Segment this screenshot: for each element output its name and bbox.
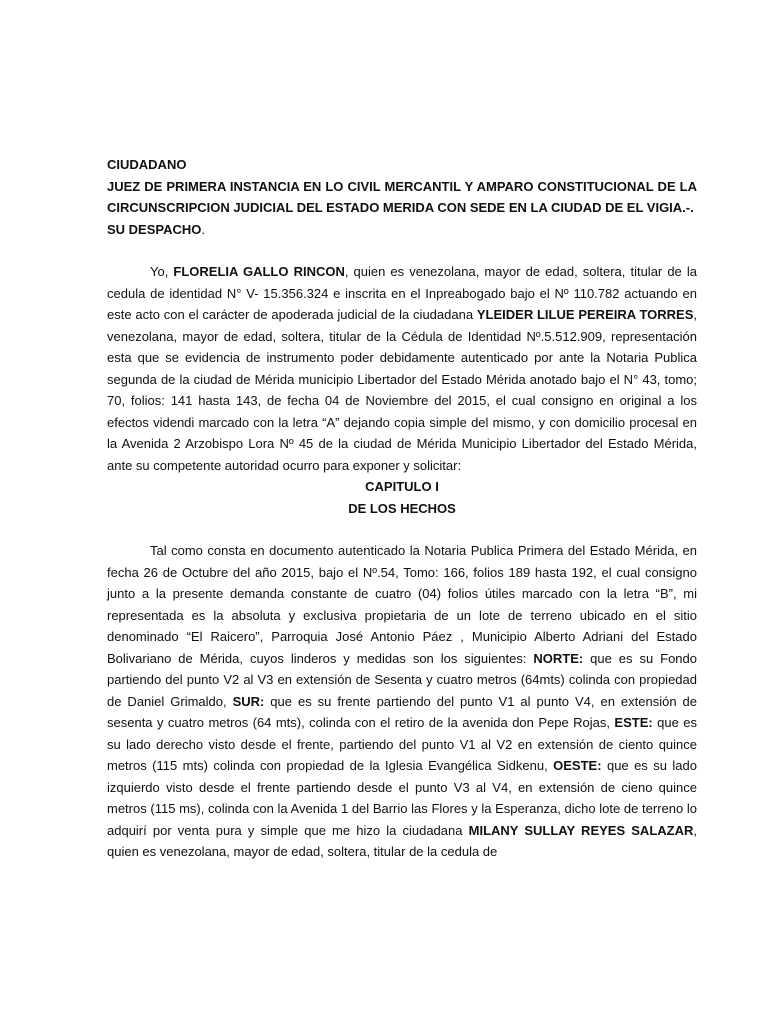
chapter-subtitle: DE LOS HECHOS bbox=[348, 500, 456, 516]
facts-text-6: , quien es venezolana, mayor de edad, soltera, titular de la cedula de bbox=[107, 822, 697, 859]
chapter-title: CAPITULO I bbox=[365, 479, 439, 494]
intro-text-3: , venezolana, mayor de edad, soltera, titular de la Cédula de Identidad Nº.5.512.909, representación esta que se evidencia de instrumento poder debidamente autenticado por ante la Notaria Publica segunda de la ciudad de Mérida municipio Libertador del Estado Mérida anotado bajo el N° 43, tomo; 70, folios: 141 hasta 143, de fecha 04 de Noviembre del 2015, el cual consigno en original a los efectos videndi marcado con la letra “A” dejando copia simple del mismo, y con domicilio procesal en la Avenida 2 Arzobispo Lora Nº 45 de la ciudad de Mérida Municipio Libertador del Estado Mérida, ante su competente autoridad ocurro para exponer y solicitar: bbox=[107, 307, 697, 473]
intro-text-2: , quien es venezolana, mayor de edad, soltera, titular de la cedula de identidad N° V- 15.356.324 e inscrita en el Inpreabogado bajo el Nº 110.782 actuando en este acto con el carácter de apoderada judicial de la ciudadana bbox=[107, 264, 697, 322]
addressee-line-ciudadano: CIUDADANO bbox=[107, 157, 187, 172]
addressee-despacho bbox=[107, 219, 697, 241]
facts-text-2: que es su Fondo partiendo del punto V2 al V3 en extensión de Sesenta y cuatro metros (64mts) colinda con propiedad de Daniel Grimaldo, bbox=[107, 650, 697, 709]
intro-text-1: Yo, bbox=[150, 264, 174, 279]
boundary-norte: NORTE: bbox=[533, 650, 584, 666]
addressee-despacho-text: SU DESPACHO bbox=[107, 221, 202, 237]
boundary-sur: SUR: bbox=[232, 693, 265, 709]
attorney-name: FLORELIA GALLO RINCON bbox=[173, 264, 345, 279]
boundary-oeste: OESTE: bbox=[553, 758, 602, 773]
facts-text-4: que es su lado derecho visto desde el frente, partiendo del punto V1 al V2 en extensión de ciento quince metros (115 mts) colinda con propiedad de la Iglesia Evangélica Sidkenu, bbox=[107, 715, 697, 773]
facts-text-3: que es su frente partiendo del punto V1 al punto V4, en extensión de sesenta y cuatro metros (64 mts), colinda con el retiro de la avenida don Pepe Rojas, bbox=[107, 693, 697, 730]
addressee-despacho-period: . bbox=[201, 221, 206, 237]
seller-name: MILANY SULLAY REYES SALAZAR bbox=[468, 822, 694, 838]
facts-text-1: Tal como consta en documento autenticado la Notaria Publica Primera del Estado Mérida, en fecha 26 de Octubre del año 2015, bajo el Nº.54, Tomo: 166, folios 189 hasta 192, el cual consigno junto a la presente demanda constante de cuatro (04) folios útiles marcado con la letra “B”, mi representada es la absoluta y exclusiva propietaria de un lote de terreno ubicado en el sitio denominado “El Raicero”, Parroquia José Antonio Páez , Municipio Alberto Adriani del Estado Bolivariano de Mérida, cuyos linderos y medidas son los siguientes: bbox=[107, 543, 697, 666]
facts-text-5: que es su lado izquierdo visto desde el frente partiendo desde el punto V3 al V4, en extensión de cieno quince metros (115 ms), colinda con la Avenida 1 del Barrio las Flores y la Esperanza, dicho lote de terreno lo adquirí por venta pura y simple que me hizo la ciudadana bbox=[107, 758, 697, 838]
addressee-court: JUEZ DE PRIMERA INSTANCIA EN LO CIVIL MERCANTIL Y AMPARO CONSTITUCIONAL DE LA CIRCUNSCRIPCION JUDICIAL DEL ESTADO MERIDA CON SEDE EN LA CIUDAD DE EL VIGIA.-. bbox=[107, 178, 697, 215]
boundary-este: ESTE: bbox=[614, 715, 653, 730]
facts-paragraph bbox=[107, 540, 697, 863]
intro-paragraph bbox=[107, 261, 697, 476]
client-name: YLEIDER LILUE PEREIRA TORRES bbox=[476, 307, 694, 322]
addressee-block bbox=[107, 154, 697, 240]
